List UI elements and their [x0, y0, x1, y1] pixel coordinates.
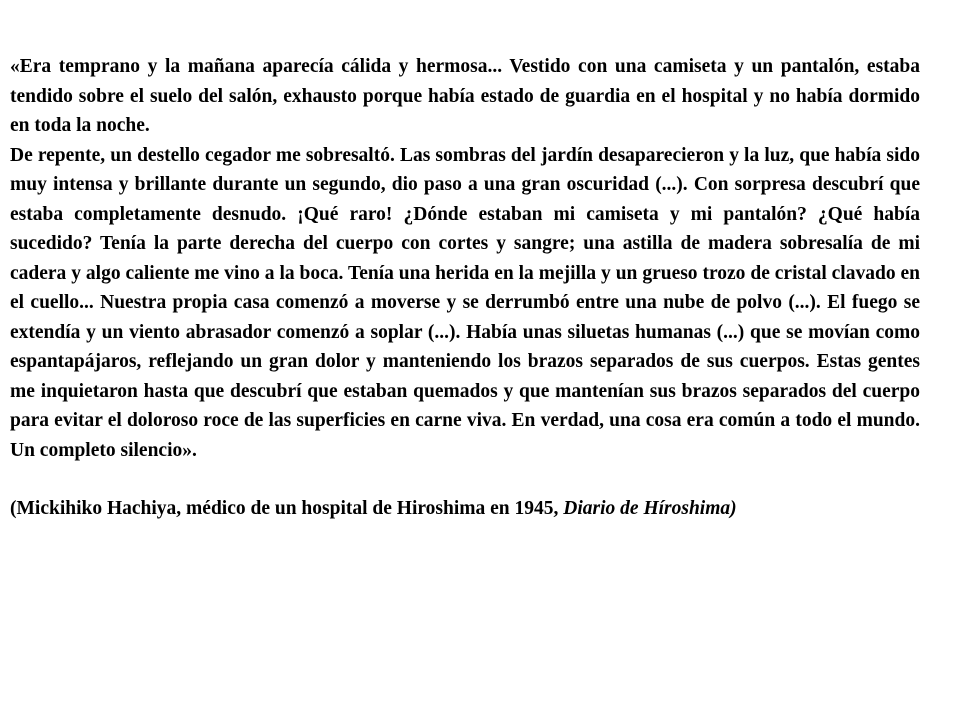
paragraph-spacer	[10, 465, 920, 494]
quote-paragraph-2: De repente, un destello cegador me sobresaltó. Las sombras del jardín desaparecieron y la luz, que había sido muy intensa y brillante durante un segundo, dio paso a una gran oscuridad (...). Con sorpresa descubrí que estaba completamente desnudo. ¡Qué raro! ¿Dónde estaban mi camiseta y mi pantalón? ¿Qué había sucedido? Tenía la parte derecha del cuerpo con cortes y sangre; una astilla de madera sobresalía de mi cadera y algo caliente me vino a la boca. Tenía una herida en la mejilla y un grueso trozo de cristal clavado en el cuello... Nuestra propia casa comenzó a moverse y se derrumbó entre una nube de polvo (...). El fuego se extendía y un viento abrasador comenzó a soplar (...). Había unas siluetas humanas (...) que se movían como espantapájaros, reflejando un gran dolor y manteniendo los brazos separados de sus cuerpos. Estas gentes me inquietaron hasta que descubrí que estaban quemados y que mantenían sus brazos separados del cuerpo para evitar el doloroso roce de las superficies en carne viva. En verdad, una cosa era común a todo el mundo. Un completo silencio».	[10, 144, 920, 461]
citation	[10, 494, 920, 524]
citation-author: (Mickihiko Hachiya, médico de un hospital de Hiroshima en 1945,	[10, 498, 564, 519]
citation-source-title: Diario de Híroshima)	[563, 498, 737, 519]
quote-paragraph-1: «Era temprano y la mañana aparecía cálida y hermosa... Vestido con una camiseta y un pantalón, estaba tendido sobre el suelo del salón, exhausto porque había estado de guardia en el hospital y no había dormido en toda la noche.	[10, 56, 920, 136]
document-page	[10, 52, 920, 524]
